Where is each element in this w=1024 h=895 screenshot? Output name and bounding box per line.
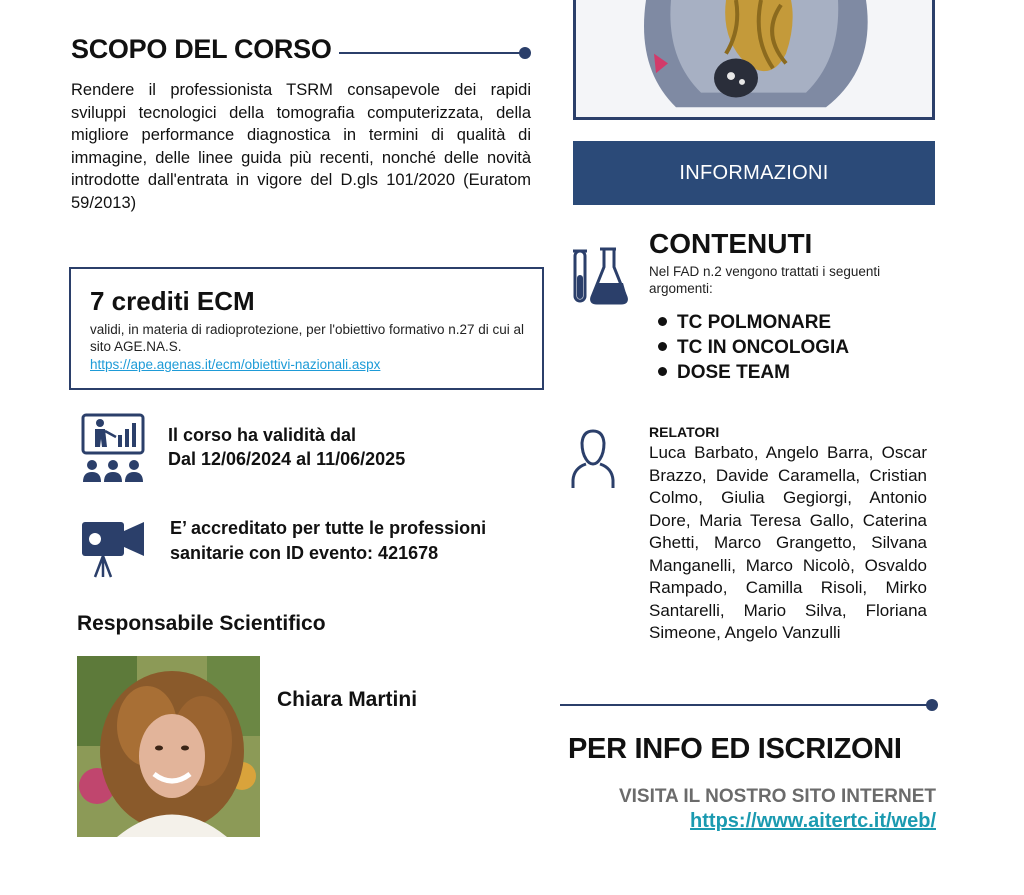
topic-label: TC IN ONCOLOGIA	[677, 337, 850, 358]
relatori-title: RELATORI	[649, 424, 720, 440]
validity-line-1: Il corso ha validità dal	[168, 425, 357, 445]
ecm-box	[69, 267, 544, 390]
accreditation-line-1: E’ accreditato per tutte le professioni	[170, 518, 487, 538]
website-link[interactable]: https://www.aitertc.it/web/	[690, 810, 936, 832]
responsabile-title: Responsabile Scientifico	[77, 612, 326, 635]
contenuti-intro: Nel FAD n.2 vengono trattati i seguenti argomenti:	[649, 264, 881, 296]
scopo-divider-dot	[519, 47, 531, 59]
accreditation-line-2: sanitarie con ID evento: 421678	[170, 543, 439, 563]
responsabile-photo	[77, 656, 260, 837]
responsabile-name: Chiara Martini	[277, 688, 418, 711]
list-item	[658, 360, 849, 385]
presentation-icon	[80, 413, 146, 485]
validity-text	[168, 423, 405, 471]
ecm-title: 7 crediti ECM	[90, 286, 255, 316]
scopo-divider-line	[339, 52, 523, 54]
contenuti-title: CONTENUTI	[649, 228, 813, 259]
ecm-link[interactable]: https://ape.agenas.it/ecm/obiettivi-nazionali.aspx	[90, 357, 381, 372]
topic-label: DOSE TEAM	[677, 362, 790, 383]
flask-icon	[572, 245, 628, 305]
topics-list	[658, 310, 849, 385]
scopo-text: Rendere il professionista TSRM consapevole dei rapidi sviluppi tecnologici della tomografia computerizzata, della migliore performance diagnostica in termini di qualità di immagine, delle linee guida più recenti, nonché delle novità introdotte dall'entrata in vigore del D.gls 101/2020 (Euratom 59/2013)	[71, 81, 531, 212]
iscrizioni-divider-dot	[926, 699, 938, 711]
accreditation-text	[170, 516, 486, 566]
person-icon	[571, 428, 615, 490]
validity-line-2: Dal 12/06/2024 al 11/06/2025	[168, 449, 406, 469]
list-item	[658, 335, 849, 360]
iscrizioni-divider-line	[560, 704, 932, 706]
bullet-icon	[658, 317, 667, 326]
topic-label: TC POLMONARE	[677, 312, 832, 333]
ecm-description: validi, in materia di radioprotezione, per l'obiettivo formativo n.27 di cui al sito AGE.NA.S.	[90, 322, 525, 354]
bullet-icon	[658, 342, 667, 351]
ct-scan-image	[573, 0, 935, 120]
bullet-icon	[658, 367, 667, 376]
list-item	[658, 310, 849, 335]
informazioni-banner: INFORMAZIONI	[573, 141, 935, 205]
video-camera-icon	[81, 519, 145, 579]
iscrizioni-title: PER INFO ED ISCRIZONI	[568, 733, 902, 765]
relatori-names: Luca Barbato, Angelo Barra, Oscar Brazzo, Davide Caramella, Cristian Colmo, Giulia Gegiorgi, Antonio Dore, Maria Teresa Gallo, Caterina Ghetti, Marco Grangetto, Silvana Manganelli, Marco Nicolò, Osvaldo Rampado, Camilla Risoli, Mirko Santarelli, Mario Silva, Floriana Simeone, Angelo Vanzulli	[649, 443, 927, 642]
visit-text: VISITA IL NOSTRO SITO INTERNET	[618, 786, 936, 807]
scopo-title: SCOPO DEL CORSO	[71, 34, 332, 64]
